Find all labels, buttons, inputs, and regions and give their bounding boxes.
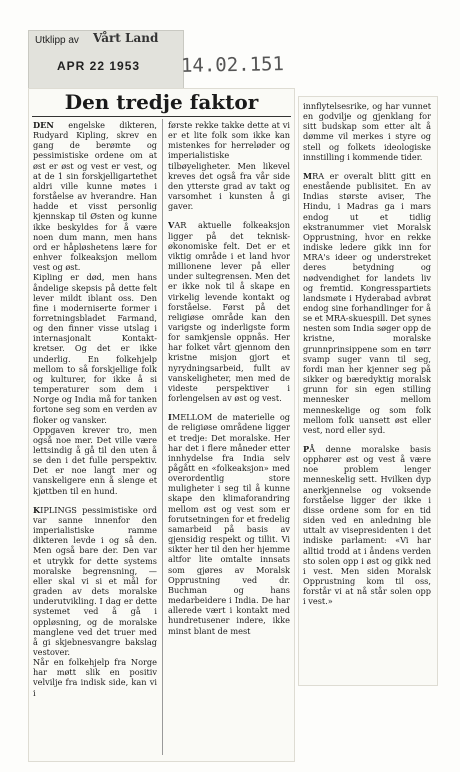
column-divider: [162, 119, 163, 755]
newspaper-name: Vårt Land: [93, 31, 159, 45]
paragraph: [33, 505, 157, 657]
paragraph-text: Oppgaven krever tro, men også noe mer. Det ville være lettsindig å gå til den uten å se den i det fulle perspektiv. Det er noe langt mer og vanskeligere enn å slenge et kjøttben til en hund.: [33, 424, 157, 496]
paragraph: [33, 272, 157, 424]
paragraph: [168, 120, 290, 211]
handwritten-date: 14.02.151: [180, 53, 285, 77]
article-clipping-continued: [298, 96, 438, 686]
paragraph: [33, 425, 157, 496]
paragraph-text: Når en folkehjelp fra Norge har møtt slik en positiv velvilje fra indisk side, kan vi i: [33, 657, 157, 698]
stamp-date: APR 22 1953: [57, 59, 141, 73]
paragraph-text: innflytelsesrike, og har vunnet en godvilje og gjenklang for sitt budskap som etter alt å dømme vil merkes i styre og stell og folkets ideologiske innstilling i kommende tider.: [303, 101, 431, 162]
paragraph: [303, 171, 431, 435]
paragraph-text: engelske dikteren, Rudyard Kipling, skrev en gang de berømte og pessimistiske ordene om at øst er øst og vest er vest, og at de 1 sin forskjelligartethet aldri ville kunne møtes i forståelse av hverandre. Han hadde et visst personlig kjennskap til Østen og kunne ikke beskyldes for å være noen dum mann, men hans ord er håpløshetens lære for enhver folkeaksjon mellom vest og øst.: [33, 120, 157, 273]
paragraph-text: første rekke takke dette at vi er et lite folk som ikke kan mistenkes for herreløder og imperialistiske tilbøyeligheter. Men likevel kreves det også fra vår side den ytterste grad av takt og varsomhet i kunsten å gi gaver.: [168, 120, 290, 212]
article-clipping: [28, 88, 295, 762]
paragraph: [33, 657, 157, 698]
article-title: Den tredje faktor: [64, 90, 259, 114]
paragraph-text: IPLINGS pessimistiske ord var sanne innenfor den imperialistiske ramme dikteren levde i og så den. Men også bare der. Den var et utrykk for dette systems moralske begrensning, — eller skal vi si et mål for graden av dets moralske underutvikling. I dag er dette systemet ved å gå i oppløsning, og de moralske manglene ved det truer med å gi skjebnesvangre bakslag vestover.: [33, 504, 157, 657]
paragraph: [303, 444, 431, 607]
paragraph-initial: M: [303, 170, 313, 181]
clipping-label: Utklipp av: [35, 35, 79, 46]
article-column-1: [33, 120, 157, 756]
paragraph-text: Kipling er død, men hans åndelige skepsis på dette felt lever mildt iblant oss. Den fine i moderniserte former i forretningsbladet Farmand, og den finner visse utslag i internasjonalt Kontakt-kretser. Og det er ikke underlig. En folkehjelp mellom to så forskjellige folk og kulturer, for ikke å si temperaturer som dem i Norge og India må for tanken fortone seg som en verden av floker og vansker.: [33, 272, 157, 425]
paragraph: [303, 101, 431, 162]
paragraph: [168, 220, 290, 403]
paragraph-initial: P: [303, 444, 310, 454]
article-column-3: [303, 101, 431, 681]
paragraph-text: AR aktuelle folkeaksjon ligger på det teknisk-økonomiske felt. Det er et viktig område i et land hvor millionene lever på eller under sultegrensen. Men det er ikke nok til å skape en virkelig levende kontakt og forståelse. Først på det religiøse område kan den varigste og inderligste form for samkjensle oppnås. Her har folket vårt gjennom den kristne misjon gjort et nyrydningsarbeid, fullt av vanskeligheter, men med de videste perspektiver i forlengelsen av øst og vest.: [168, 220, 290, 404]
paragraph-initial: DEN: [33, 120, 54, 130]
paragraph: [168, 412, 290, 635]
paragraph-initial: K: [33, 504, 41, 515]
article-column-2: [168, 120, 290, 756]
paragraph: [33, 120, 157, 272]
title-rule: [32, 116, 291, 117]
clipping-stamp: [28, 30, 184, 92]
paragraph-initial: V: [168, 220, 175, 231]
paragraph-initial: I: [168, 412, 172, 423]
paragraph-text: RA er overalt blitt gitt en enestående publisitet. En av Indias største aviser, The Hindu, i Madras ga i mars endog ut et tidlig ekstranummer viet Moralsk Opprustning, hvor en rekke indiske ledere gikk inn for MRA's ideer og understreket deres betydning og nødvendighet for landets liv og fremtid. Kongresspartiets landsmøte i Hyderabad avbrøt endog sine forhandlinger for å se et MRA-skuespill. Det synes nesten som India søger opp de kristne, moralske grunnprinsippene som en tørr svamp suger vann til seg, fordi man her kjenner seg på sikker og bæredyktig moralsk grunn for sin egen stilling mennesker mellom menneskelige og som folk mellom folk uansett øst eller vest, nord eller syd.: [303, 170, 431, 435]
paragraph-text: Å denne moralske basis opphører øst og vest å være noe problem lenger menneskelig sett. Hvilken dyp anerkjennelse og voksende forståelse ligger der ikke i disse ordene som for en tid siden ved en anledning ble uttalt av visepresidenten i det indiske parlament: «Vi har alltid trodd at i åndens verden sto solen opp i øst og gikk ned i vest. Men siden Moralsk Opprustning kom til oss, forstår vi at nå står solen opp i vest.»: [303, 444, 431, 607]
paragraph-text: MELLOM de materielle og de religiøse områdene ligger et tredje: Det moralske. Her har det i flere måneder etter innhydelse fra India selv pågått en «folkeaksjon» med overordentlig store muligheter i seg til å kunne skape den klimaforandring mellom øst og vest som er forutsetningen for et fredelig samarbeid på basis av gjensidig respekt og tillit. Vi sikter her til den her hjemme altfor lite omtalte innsats som gjøres av Moralsk Opprustning ved dr. Buchman og hans medarbeidere i India. De har allerede vært i kontakt med hundretusener indere, ikke minst blant de mest: [168, 412, 290, 636]
